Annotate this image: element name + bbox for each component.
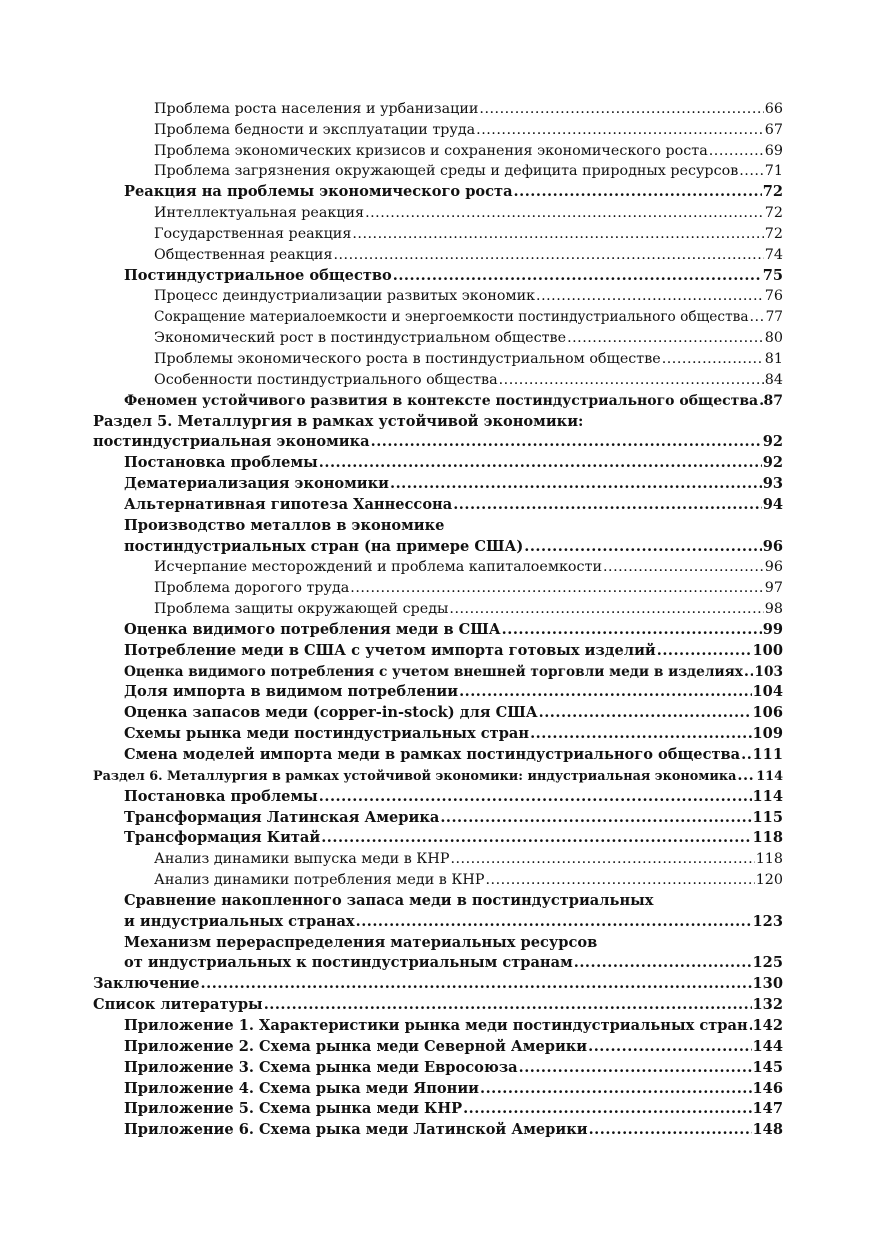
toc-entry-title: Особенности постиндустриального общества [154, 371, 498, 388]
toc-entry-page-number: 147 [752, 1100, 783, 1118]
toc-entry[interactable] [93, 180, 783, 201]
toc-entry-page-number: 97 [764, 580, 783, 597]
toc-entry[interactable] [93, 993, 783, 1014]
toc-entry-page-number: 74 [764, 246, 783, 263]
toc-entry[interactable] [93, 368, 783, 389]
toc-entry[interactable] [93, 868, 783, 889]
toc-entry-page-number: 114 [756, 768, 783, 784]
toc-entry-page-number: 104 [752, 683, 783, 701]
toc-entry-title: и индустриальных странах [124, 912, 355, 930]
toc-entry[interactable] [93, 535, 783, 556]
toc-entry[interactable] [93, 618, 783, 639]
toc-entry-title: Список литературы [93, 996, 263, 1014]
toc-entry-title: постиндустриальная экономика [93, 433, 370, 451]
toc-entry-title: Проблема дорогого труда [154, 580, 350, 597]
dot-leader [588, 1038, 751, 1055]
toc-entry-title: Механизм перераспределения материальных ресурсов [124, 933, 598, 951]
toc-entry-page-number: 118 [752, 829, 783, 847]
toc-entry[interactable] [93, 1035, 783, 1056]
dot-leader [744, 663, 754, 680]
toc-entry-page-number: 146 [752, 1079, 783, 1097]
toc-entry-title: Проблема загрязнения окружающей среды и дефицита природных ресурсов [154, 163, 739, 180]
toc-entry[interactable] [93, 576, 783, 597]
toc-entry-title: Государственная реакция [154, 225, 352, 242]
toc-entry[interactable] [93, 160, 783, 181]
toc-entry[interactable] [93, 493, 783, 514]
toc-entry[interactable] [93, 806, 783, 827]
dot-leader [539, 704, 752, 721]
toc-entry-page-number: 130 [752, 975, 783, 993]
dot-leader [524, 538, 761, 555]
toc-entry-title: Проблема роста населения и урбанизации [154, 100, 479, 117]
toc-entry[interactable] [93, 347, 783, 368]
toc-entry[interactable] [93, 827, 783, 848]
toc-entry[interactable] [93, 681, 783, 702]
dot-leader [371, 433, 762, 450]
toc-entry-title: Проблемы экономического роста в постиндустриальном обществе [154, 350, 661, 367]
dot-leader [486, 872, 755, 888]
toc-entry-title: Постановка проблемы [124, 454, 318, 472]
toc-entry[interactable] [93, 764, 783, 785]
toc-entry[interactable] [93, 889, 783, 910]
toc-entry-page-number: 114 [752, 787, 783, 805]
toc-entry[interactable] [93, 410, 783, 431]
toc-entry-title: Заключение [93, 975, 200, 993]
toc-entry-page-number: 118 [755, 851, 783, 868]
toc-entry-title: Альтернативная гипотеза Ханнессона [124, 495, 453, 513]
dot-leader [453, 496, 761, 513]
toc-entry[interactable] [93, 451, 783, 472]
toc-entry-title: Интеллектуальная реакция [154, 205, 365, 222]
toc-entry-title: Общественная реакция [154, 246, 333, 263]
dot-leader [319, 454, 762, 471]
toc-entry-title: Приложение 5. Схема рынка меди КНР [124, 1100, 463, 1118]
dot-leader [440, 809, 751, 826]
toc-entry-title: Раздел 5. Металлургия в рамках устойчивой экономики: [93, 412, 584, 430]
toc-entry-page-number: 132 [752, 996, 783, 1014]
toc-entry-title: Трансформация Китай [124, 829, 321, 847]
toc-entry[interactable] [93, 305, 783, 326]
toc-entry-page-number: 99 [762, 620, 783, 638]
toc-entry-page-number: 148 [752, 1121, 783, 1139]
toc-entry-title: Оценка видимого потребления с учетом внешней торговли меди в изделиях [124, 663, 743, 680]
dot-leader [390, 475, 762, 492]
toc-entry-page-number: 100 [752, 641, 783, 659]
dot-leader [463, 1100, 751, 1117]
toc-entry[interactable] [93, 514, 783, 535]
toc-entry-page-number: 77 [765, 309, 783, 326]
toc-entry-page-number: 98 [764, 601, 783, 618]
dot-leader [567, 330, 764, 346]
toc-entry-title: Приложение 4. Схема рыка меди Японии [124, 1079, 479, 1097]
toc-entry-page-number: 96 [764, 559, 783, 576]
toc-entry[interactable] [93, 118, 783, 139]
dot-leader [321, 829, 751, 846]
toc-entry[interactable] [93, 139, 783, 160]
toc-entry-title: Схемы рынка меди постиндустриальных стран [124, 725, 530, 743]
table-of-contents [93, 97, 783, 1139]
dot-leader [519, 1059, 752, 1076]
toc-entry-title: Постановка проблемы [124, 787, 318, 805]
toc-entry[interactable] [93, 910, 783, 931]
toc-entry-page-number: 142 [752, 1016, 783, 1034]
toc-entry[interactable] [93, 931, 783, 952]
dot-leader [264, 996, 752, 1013]
dot-leader [589, 1121, 752, 1138]
toc-entry-title: Исчерпание месторождений и проблема капиталоемкости [154, 559, 602, 576]
toc-entry-title: Оценка видимого потребления меди в США [124, 620, 501, 638]
toc-entry[interactable] [93, 743, 783, 764]
toc-entry-page-number: 93 [762, 475, 783, 493]
dot-leader [657, 642, 752, 659]
toc-entry-page-number: 92 [762, 433, 783, 451]
toc-entry[interactable] [93, 701, 783, 722]
toc-entry-page-number: 94 [762, 495, 783, 513]
toc-entry-title: постиндустриальных стран (на примере США) [124, 537, 524, 555]
dot-leader [603, 559, 764, 575]
toc-entry-page-number: 120 [755, 872, 783, 889]
toc-entry-title: Дематериализация экономики [124, 475, 389, 493]
dot-leader [530, 725, 751, 742]
toc-entry-title: от индустриальных к постиндустриальным странам [124, 954, 573, 972]
toc-entry-title: Трансформация Латинская Америка [124, 808, 440, 826]
toc-entry-title: Постиндустриальное общество [124, 266, 392, 284]
toc-entry-title: Проблема экономических кризисов и сохранения экономического роста [154, 142, 708, 159]
toc-entry-title: Феномен устойчивого развития в контексте постиндустриального общества [124, 392, 759, 409]
toc-entry[interactable] [93, 389, 783, 410]
toc-entry-title: Реакция на проблемы экономического роста [124, 183, 513, 201]
toc-entry[interactable] [93, 264, 783, 285]
toc-entry-title: Проблема защиты окружающей среды [154, 601, 449, 618]
toc-entry[interactable] [93, 97, 783, 118]
toc-entry[interactable] [93, 1077, 783, 1098]
toc-entry[interactable] [93, 556, 783, 577]
toc-entry-page-number: 75 [762, 266, 783, 284]
toc-entry[interactable] [93, 597, 783, 618]
toc-entry-title: Приложение 1. Характеристики рынка меди постиндустриальных стран [124, 1016, 748, 1034]
dot-leader [480, 1080, 752, 1097]
toc-entry[interactable] [93, 222, 783, 243]
toc-entry-page-number: 111 [752, 746, 783, 763]
dot-leader [393, 267, 762, 284]
dot-leader [450, 851, 754, 867]
dot-leader [759, 392, 762, 409]
toc-entry[interactable] [93, 952, 783, 973]
dot-leader [449, 601, 763, 617]
toc-entry-page-number: 103 [754, 663, 783, 680]
toc-entry-page-number: 76 [764, 288, 783, 305]
toc-entry-title: Приложение 3. Схема рынка меди Евросоюза [124, 1058, 518, 1076]
dot-leader [356, 913, 752, 930]
toc-entry-page-number: 109 [752, 725, 783, 743]
toc-entry-page-number: 92 [762, 454, 783, 472]
toc-entry-page-number: 69 [764, 142, 783, 159]
toc-entry-page-number: 72 [764, 205, 783, 222]
dot-leader [750, 309, 765, 325]
toc-entry-page-number: 72 [764, 225, 783, 242]
toc-entry[interactable] [93, 285, 783, 306]
toc-entry-page-number: 115 [752, 808, 783, 826]
toc-entry[interactable] [93, 326, 783, 347]
dot-leader [352, 226, 763, 242]
toc-entry-page-number: 145 [752, 1058, 783, 1076]
toc-entry[interactable] [93, 472, 783, 493]
toc-entry[interactable] [93, 785, 783, 806]
toc-entry-title: Процесс деиндустриализации развитых экономик [154, 288, 536, 305]
dot-leader [749, 1017, 752, 1034]
toc-entry-page-number: 81 [764, 350, 783, 367]
toc-entry-page-number: 84 [764, 371, 783, 388]
dot-leader [479, 101, 763, 117]
toc-entry-title: Экономический рост в постиндустриальном обществе [154, 330, 567, 347]
toc-entry-page-number: 87 [763, 392, 783, 409]
toc-entry[interactable] [93, 1014, 783, 1035]
toc-entry-page-number: 125 [752, 954, 783, 972]
toc-entry[interactable] [93, 243, 783, 264]
toc-entry-title: Сравнение накопленного запаса меди в постиндустриальных [124, 891, 654, 909]
toc-entry-title: Производство металлов в экономике [124, 516, 445, 534]
dot-leader [201, 975, 752, 992]
toc-entry-title: Потребление меди в США с учетом импорта готовых изделий [124, 641, 656, 659]
dot-leader [333, 247, 763, 263]
dot-leader [350, 580, 764, 596]
dot-leader [499, 372, 764, 388]
toc-entry[interactable] [93, 431, 783, 452]
dot-leader [536, 288, 764, 304]
dot-leader [662, 351, 764, 367]
toc-entry-title: Анализ динамики выпуска меди в КНР [154, 851, 450, 868]
toc-entry[interactable] [93, 722, 783, 743]
dot-leader [514, 183, 762, 200]
toc-entry[interactable] [93, 972, 783, 993]
toc-entry-title: Сокращение материалоемкости и энергоемкости постиндустриального общества [154, 309, 749, 326]
dot-leader [741, 746, 751, 763]
toc-entry[interactable] [93, 639, 783, 660]
toc-entry[interactable] [93, 1056, 783, 1077]
toc-entry-page-number: 80 [764, 330, 783, 347]
toc-entry-title: Приложение 2. Схема рынка меди Северной Америки [124, 1037, 588, 1055]
dot-leader [502, 621, 762, 638]
dot-leader [574, 954, 752, 971]
toc-entry-title: Приложение 6. Схема рыка меди Латинской Америки [124, 1121, 588, 1139]
toc-entry-title: Смена моделей импорта меди в рамках постиндустриального общества [124, 746, 741, 763]
toc-entry[interactable] [93, 847, 783, 868]
toc-entry[interactable] [93, 1098, 783, 1119]
dot-leader [476, 122, 764, 138]
toc-entry-page-number: 144 [752, 1037, 783, 1055]
dot-leader [319, 788, 752, 805]
toc-entry[interactable] [93, 660, 783, 681]
toc-entry-title: Раздел 6. Металлургия в рамках устойчивой экономики: индустриальная экономика [93, 768, 737, 784]
toc-entry-page-number: 66 [764, 100, 783, 117]
toc-entry-page-number: 67 [764, 121, 783, 138]
dot-leader [459, 683, 751, 700]
toc-entry[interactable] [93, 201, 783, 222]
toc-entry-title: Оценка запасов меди (copper-in-stock) для США [124, 704, 538, 722]
toc-entry-page-number: 106 [752, 704, 783, 722]
toc-entry-title: Анализ динамики потребления меди в КНР [154, 872, 485, 889]
toc-entry-page-number: 123 [752, 912, 783, 930]
toc-entry-page-number: 71 [764, 163, 783, 180]
toc-entry[interactable] [93, 1118, 783, 1139]
dot-leader [709, 143, 764, 159]
toc-entry-title: Доля импорта в видимом потреблении [124, 683, 459, 701]
dot-leader [739, 163, 764, 179]
dot-leader [365, 205, 764, 221]
toc-entry-title: Проблема бедности и эксплуатации труда [154, 121, 476, 138]
dot-leader [737, 767, 755, 784]
toc-entry-page-number: 96 [762, 537, 783, 555]
toc-entry-page-number: 72 [762, 183, 783, 201]
